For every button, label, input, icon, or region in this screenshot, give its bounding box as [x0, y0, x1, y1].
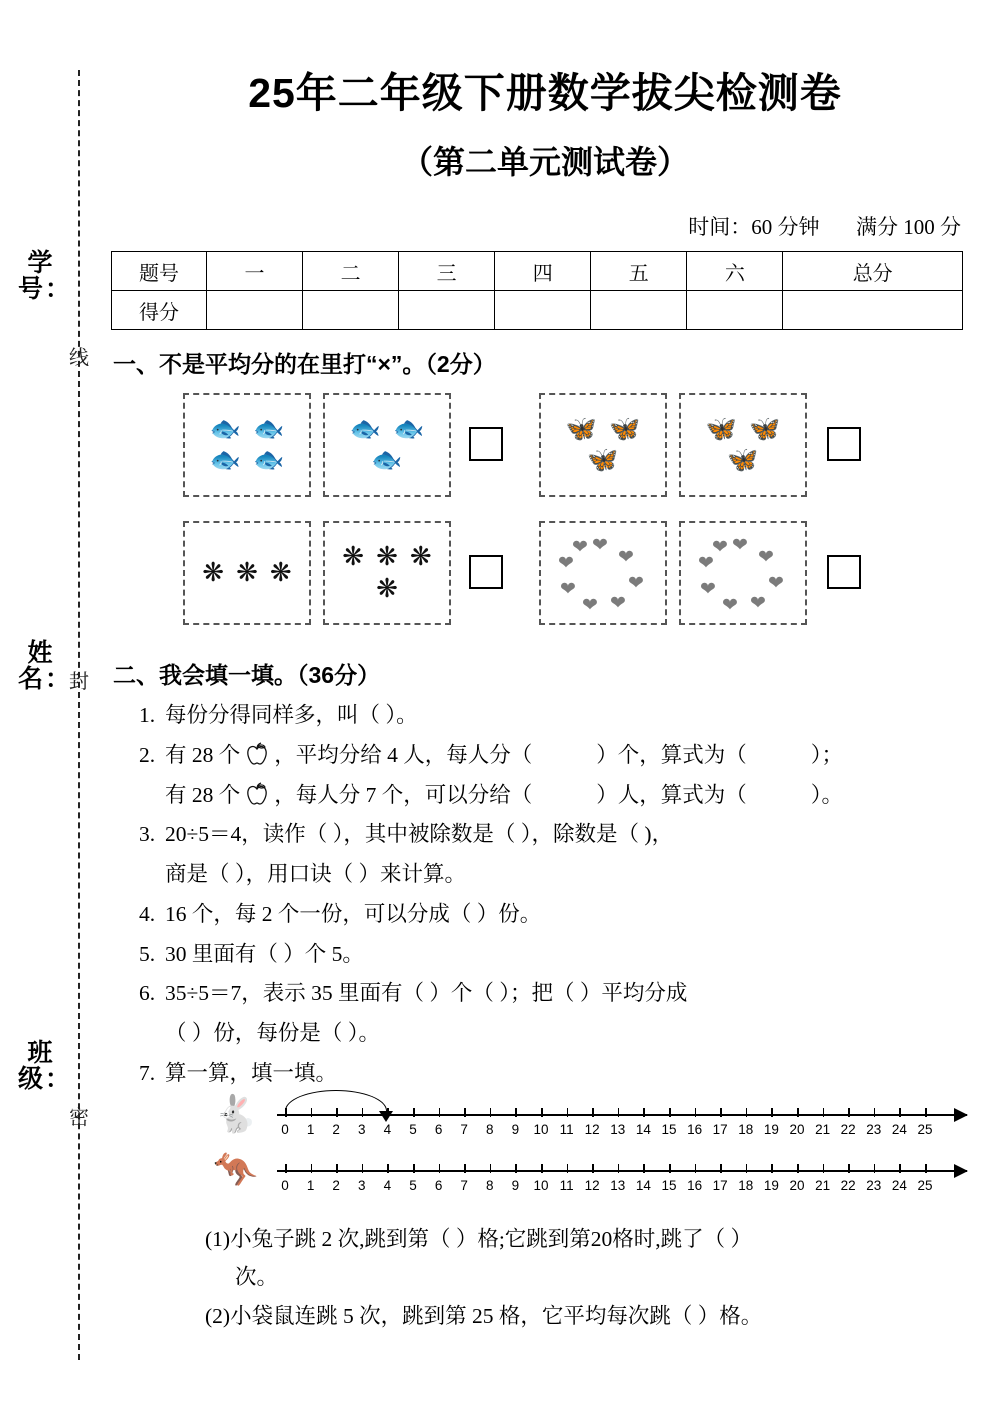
axis-tick-label: 14 [635, 1177, 651, 1193]
question-index: 5. [139, 941, 156, 966]
pinwheel-icon: ❋ [236, 558, 258, 587]
score-header-cell: 三 [399, 252, 495, 291]
axis-arrow-icon [954, 1164, 968, 1178]
axis-tick-label: 1 [306, 1177, 315, 1193]
heart-icon: ❤ [732, 535, 748, 556]
axis-tick-label: 20 [789, 1177, 805, 1193]
seal-char: 班级： [18, 1039, 73, 1094]
question-text[interactable]: 30 里面有（ ）个 5。 [165, 941, 364, 966]
question-7-1 [205, 1220, 979, 1297]
axis-tick-label: 3 [358, 1121, 366, 1137]
q1-row-2 [105, 519, 985, 639]
axis-tick [311, 1164, 313, 1173]
axis-tick [567, 1108, 569, 1117]
axis-tick-label: 23 [866, 1177, 882, 1193]
butterfly-icon: 🦋 [705, 416, 737, 443]
q1-answer-box-4[interactable] [827, 555, 861, 589]
question-5 [139, 935, 979, 975]
question-text: 算一算，填一填。 [165, 1060, 338, 1085]
q1-group-pinwheel-right [323, 521, 451, 625]
axis-tick [285, 1164, 287, 1173]
axis-tick [336, 1108, 338, 1117]
score-header-cell: 二 [303, 252, 399, 291]
question-text[interactable]: （ ）份，每份是（ ）。 [165, 1021, 381, 1046]
axis-tick-label: 22 [840, 1177, 856, 1193]
axis-tick-label: 0 [281, 1121, 289, 1137]
axis-tick-label: 1 [306, 1121, 315, 1137]
axis-tick [464, 1164, 466, 1173]
score-header-cell: 一 [207, 252, 303, 291]
q1-group-pinwheel-left [183, 521, 311, 625]
question-4 [139, 895, 979, 935]
axis-tick [899, 1108, 901, 1117]
axis-tick-label: 19 [763, 1177, 779, 1193]
question-3a [139, 815, 979, 855]
axis-tick-label: 14 [635, 1121, 651, 1137]
axis-tick [592, 1108, 594, 1117]
axis-tick-label: 11 [559, 1121, 574, 1137]
seal-strip [0, 0, 105, 1414]
exam-meta [105, 211, 961, 241]
axis-tick-label: 2 [332, 1177, 340, 1193]
heart-icon: ❤ [572, 537, 588, 558]
axis-tick-label: 15 [661, 1177, 677, 1193]
axis-tick [669, 1164, 671, 1173]
question-index: 3. [139, 822, 156, 847]
rabbit-icon: 🐇 [213, 1093, 258, 1134]
number-line-rabbit [277, 1102, 967, 1148]
apple-icon [240, 782, 274, 808]
score-input-cell[interactable] [207, 291, 303, 330]
axis-tick-label: 8 [486, 1177, 494, 1193]
fish-icon: 🐟 [371, 447, 403, 474]
question-1 [139, 696, 979, 736]
axis-tick [490, 1164, 492, 1173]
axis-tick [797, 1108, 799, 1117]
axis-tick [592, 1164, 594, 1173]
fish-icon: 🐟 [253, 447, 285, 474]
axis-tick-label: 13 [610, 1121, 626, 1137]
axis-tick [823, 1108, 825, 1117]
seal-label-student-id [18, 249, 73, 304]
axis-tick [387, 1164, 389, 1173]
q1-group-heart-left [539, 521, 667, 625]
axis-tick-label: 5 [409, 1177, 417, 1193]
butterfly-icon: 🦋 [727, 447, 759, 474]
heart-icon: ❤ [700, 579, 716, 600]
question-text-pre: 有 28 个 [165, 742, 241, 767]
fish-icon: 🐟 [253, 416, 285, 443]
seal-word-seal: 封 [69, 671, 89, 693]
axis-tick-label: 19 [763, 1121, 779, 1137]
axis-tick-label: 22 [840, 1121, 856, 1137]
question-text[interactable]: 16 个，每 2 个一份，可以分成（ ）份。 [165, 901, 542, 926]
axis-tick [643, 1164, 645, 1173]
page-subtitle: （第二单元测试卷） [400, 144, 689, 180]
axis-tick-label: 11 [559, 1177, 574, 1193]
question-index: 1. [139, 703, 156, 727]
question-2b [139, 776, 979, 816]
heart-icon: ❤ [758, 547, 774, 568]
pinwheel-icon: ❋ [409, 542, 432, 571]
heart-icon: ❤ [558, 553, 574, 574]
heart-icon: ❤ [722, 595, 738, 616]
section-heading-1: 一、不是平均分的在里打“×”。（2分） [113, 351, 496, 377]
axis-tick [618, 1164, 620, 1173]
axis-tick-label: 15 [661, 1121, 677, 1137]
axis-tick-label: 2 [332, 1121, 340, 1137]
axis-tick-label: 24 [891, 1121, 907, 1137]
axis-tick-label: 6 [434, 1177, 443, 1193]
axis-tick-label: 25 [917, 1121, 933, 1137]
axis-tick-label: 25 [917, 1177, 933, 1193]
fish-icon: 🐟 [209, 416, 241, 443]
axis-tick [439, 1164, 441, 1173]
fill-in-blank-list [105, 696, 985, 1094]
score-input-cell[interactable] [495, 291, 591, 330]
axis-tick [695, 1108, 697, 1117]
axis-tick-label: 17 [712, 1177, 728, 1193]
axis-tick [720, 1164, 722, 1173]
heart-icon: ❤ [768, 573, 784, 594]
axis-tick [848, 1164, 850, 1173]
score-input-cell[interactable] [783, 291, 963, 330]
question-6b [139, 1014, 979, 1054]
seal-char: 学号： [18, 249, 73, 304]
question-text-pre: 有 28 个 [165, 782, 241, 807]
question-7-2 [205, 1297, 979, 1336]
section-heading-2: 二、我会填一填。（36分） [113, 662, 381, 688]
axis-tick-label: 18 [738, 1121, 754, 1137]
score-table [111, 251, 963, 330]
axis-tick-label: 10 [533, 1121, 549, 1137]
axis-tick-label: 9 [511, 1121, 520, 1137]
axis-tick-label: 9 [511, 1177, 520, 1193]
axis-tick [899, 1164, 901, 1173]
fish-icon: 🐟 [393, 416, 425, 443]
axis-tick [362, 1108, 364, 1117]
butterfly-icon: 🦋 [749, 416, 781, 443]
table-row [112, 252, 963, 291]
axis-tick-label: 13 [610, 1177, 626, 1193]
pinwheel-icon: ❋ [376, 542, 398, 571]
exam-paper [105, 0, 985, 1414]
question-text[interactable]: (2)小袋鼠连跳 5 次，跳到第 25 格，它平均每次跳（ ）格。 [205, 1304, 763, 1329]
score-input-cell[interactable] [303, 291, 399, 330]
exam-time: 时间：60 分钟 [688, 215, 820, 239]
axis-tick [413, 1108, 415, 1117]
question-text[interactable]: 商是（ ），用口诀（ ）来计算。 [165, 862, 467, 887]
q1-group-fish-right [323, 393, 451, 497]
axis-tick [515, 1164, 517, 1173]
axis-tick-label: 17 [712, 1121, 728, 1137]
axis-tick [669, 1108, 671, 1117]
heart-icon: ❤ [592, 535, 608, 556]
axis-tick [541, 1108, 543, 1117]
question-text[interactable]: 每份分得同样多，叫（ ）。 [165, 703, 418, 727]
question-text-end: ）； [810, 742, 844, 767]
kangaroo-icon: 🦘 [213, 1149, 258, 1190]
heart-icon: ❤ [750, 593, 766, 614]
axis-tick [515, 1108, 517, 1117]
axis-tick [925, 1108, 927, 1117]
heart-ring [688, 534, 798, 616]
question-text[interactable]: 20÷5＝4，读作（ ），其中被除数是（ ），除数是（ )， [165, 822, 674, 847]
heart-icon: ❤ [628, 573, 644, 594]
axis-tick [336, 1164, 338, 1173]
axis-tick [848, 1108, 850, 1117]
axis-tick [925, 1164, 927, 1173]
q1-group-fish-left [183, 393, 311, 497]
heart-icon: ❤ [582, 595, 598, 616]
axis-tick-label: 0 [281, 1177, 289, 1193]
q1-group-heart-right [679, 521, 807, 625]
axis-tick-label: 23 [866, 1121, 882, 1137]
axis-tick-label: 16 [687, 1177, 703, 1193]
q1-group-butterfly-left [539, 393, 667, 497]
score-input-cell[interactable] [399, 291, 495, 330]
axis-tick-label: 4 [383, 1121, 392, 1137]
pinwheel-icon: ❋ [376, 574, 398, 603]
axis-tick-label: 8 [486, 1121, 494, 1137]
question-text[interactable]: (1)小兔子跳 2 次,跳到第（ ）格;它跳到第20格时,跳了（ ） [205, 1226, 753, 1251]
pinwheel-icon: ❋ [342, 542, 365, 571]
apple-icon [240, 742, 274, 768]
heart-icon: ❤ [610, 593, 626, 614]
question-3b [139, 855, 979, 895]
heart-icon: ❤ [618, 547, 634, 568]
axis-tick [387, 1108, 389, 1117]
axis-tick [746, 1164, 748, 1173]
axis-tick-label: 20 [789, 1121, 805, 1137]
table-row [112, 291, 963, 330]
axis-tick [311, 1108, 313, 1117]
question-6a [139, 974, 979, 1014]
page-title: 25年二年级下册数学拔尖检测卷 [248, 70, 842, 116]
axis-tick-label: 16 [687, 1121, 703, 1137]
score-header-cell: 题号 [112, 252, 207, 291]
question-index: 6. [139, 981, 156, 1006]
heart-icon: ❤ [560, 579, 576, 600]
score-header-cell: 五 [591, 252, 687, 291]
axis-tick [823, 1164, 825, 1173]
axis-tick [874, 1108, 876, 1117]
seal-word-line: 线 [69, 347, 89, 369]
axis-tick [643, 1108, 645, 1117]
axis-tick-label: 12 [584, 1121, 600, 1137]
axis-tick-label: 12 [584, 1177, 600, 1193]
axis-tick-label: 7 [460, 1177, 468, 1193]
axis-tick [618, 1108, 620, 1117]
q1-answer-box-1[interactable] [469, 427, 503, 461]
question-7 [139, 1054, 979, 1094]
axis-tick-label: 21 [815, 1177, 831, 1193]
fish-icon: 🐟 [349, 416, 381, 443]
q1-picture-area [105, 391, 985, 641]
axis-tick [464, 1108, 466, 1117]
heart-icon: ❤ [698, 553, 714, 574]
score-row-label: 得分 [112, 291, 207, 330]
number-line-figure [105, 1093, 985, 1220]
question-text-end: ）。 [810, 782, 844, 807]
seal-dashed-line [78, 70, 80, 1360]
pinwheel-icon: ❋ [269, 558, 292, 587]
heart-icon: ❤ [712, 537, 728, 558]
axis-tick-label: 7 [460, 1121, 468, 1137]
axis-tick [567, 1164, 569, 1173]
q1-answer-box-3[interactable] [469, 555, 503, 589]
score-header-cell: 六 [687, 252, 783, 291]
fish-icon: 🐟 [209, 447, 241, 474]
axis-tick-label: 18 [738, 1177, 754, 1193]
axis-line [277, 1170, 967, 1172]
axis-tick [720, 1108, 722, 1117]
score-header-cell: 四 [495, 252, 591, 291]
question-text-mid[interactable]: ，平均分给 4 人，每人分（ [274, 742, 533, 767]
question-index: 4. [139, 901, 156, 926]
seal-label-class [18, 1039, 73, 1094]
question-text-mid2[interactable]: ）人，算式为（ [596, 782, 747, 807]
axis-tick [695, 1164, 697, 1173]
axis-tick-label: 6 [434, 1121, 443, 1137]
axis-tick [490, 1108, 492, 1117]
pinwheel-icon: ❋ [202, 558, 225, 587]
q1-row-1 [105, 391, 985, 511]
butterfly-icon: 🦋 [565, 416, 597, 443]
q1-group-butterfly-right [679, 393, 807, 497]
question-text[interactable]: 35÷5＝7，表示 35 里面有（ ）个（ ）；把（ ）平均分成 [165, 981, 688, 1006]
seal-label-name [18, 639, 73, 694]
axis-tick-label: 21 [815, 1121, 831, 1137]
axis-tick-label: 3 [358, 1177, 366, 1193]
butterfly-icon: 🦋 [587, 447, 619, 474]
axis-tick [874, 1164, 876, 1173]
axis-tick [413, 1164, 415, 1173]
score-input-cell[interactable] [591, 291, 687, 330]
axis-tick-label: 24 [891, 1177, 907, 1193]
axis-tick [771, 1164, 773, 1173]
question-text-mid2[interactable]: ）个，算式为（ [596, 742, 747, 767]
axis-tick [439, 1108, 441, 1117]
score-input-cell[interactable] [687, 291, 783, 330]
axis-tick [285, 1108, 287, 1117]
axis-tick [771, 1108, 773, 1117]
axis-tick [541, 1164, 543, 1173]
axis-arrow-icon [954, 1108, 968, 1122]
axis-tick-label: 4 [383, 1177, 392, 1193]
score-header-cell: 总分 [783, 252, 963, 291]
seal-char: 姓名： [18, 639, 73, 694]
heart-ring [548, 534, 658, 616]
axis-tick [746, 1108, 748, 1117]
question-2a [139, 736, 979, 776]
question-index: 2. [139, 742, 156, 767]
question-index: 7. [139, 1060, 156, 1085]
axis-tick [362, 1164, 364, 1173]
axis-tick-label: 5 [409, 1121, 417, 1137]
number-line-kangaroo [277, 1158, 967, 1204]
seal-word-secret: 密 [69, 1107, 89, 1129]
exam-total-score: 满分 100 分 [856, 215, 961, 239]
axis-tick-label: 10 [533, 1177, 549, 1193]
axis-tick [797, 1164, 799, 1173]
q1-answer-box-2[interactable] [827, 427, 861, 461]
question-text-cont: 次。 [235, 1265, 279, 1290]
question-text-mid[interactable]: ，每人分 7 个，可以分给（ [274, 782, 533, 807]
butterfly-icon: 🦋 [609, 416, 641, 443]
